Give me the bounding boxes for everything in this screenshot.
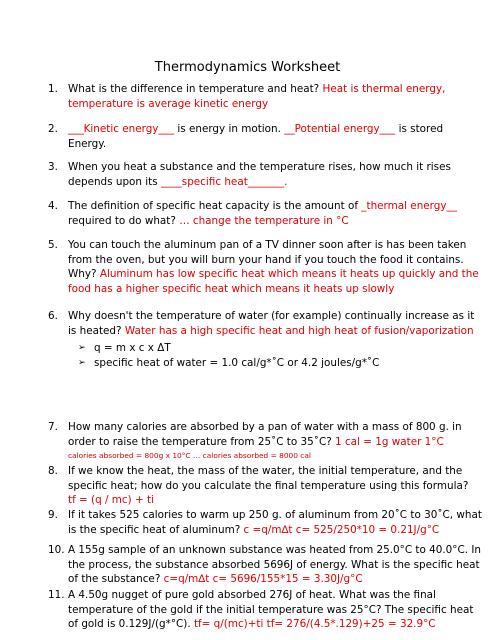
answer-blank: _thermal energy__	[361, 200, 457, 212]
answer-blank: ____specific heat_______.	[161, 175, 288, 188]
question-number: 8.	[48, 465, 58, 477]
question-number: 9.	[48, 509, 58, 521]
question-6	[48, 309, 483, 370]
answer-text: 1 cal = 1g water 1°C	[335, 435, 444, 448]
answer-work: calories absorbed = 800g x 10°C … calories absorbed = 8000 cal	[68, 451, 311, 461]
question-text-2: is stored Energy.	[68, 123, 444, 150]
arrow-bullet-icon: ➢	[78, 357, 86, 368]
question-number: 3.	[48, 161, 58, 173]
formula-text: q = m x c x ΔT	[94, 342, 171, 355]
question-number: 6.	[48, 310, 58, 322]
question-text: The definition of specific heat capacity is the amount of	[68, 200, 358, 212]
question-number: 10.	[48, 544, 65, 556]
page-title: Thermodynamics Worksheet	[154, 60, 341, 75]
question-text: A 155g sample of an unknown substance was heated from 25.0°C to 40.0°C. In the process, the substance absorbed 5696J of energy. What is the specific heat of the substance?	[68, 544, 481, 586]
answer-blank-1: ___Kinetic energy___	[68, 123, 175, 135]
question-8	[48, 464, 483, 508]
formula-item	[68, 341, 483, 356]
question-3	[48, 160, 483, 189]
question-9	[48, 508, 483, 537]
question-text-2: required to do what?	[68, 214, 176, 227]
question-2	[48, 122, 483, 151]
question-text: How many calories are absorbed by a pan of water with a mass of 800 g. in order to raise the temperature from 25˚C to 35˚C?	[68, 421, 462, 448]
question-number: 4.	[48, 200, 58, 212]
answer-text: c=q/m∆t c= 5696/155*15 = 3.30J/g°C	[163, 573, 363, 586]
question-text: What is the difference in temperature and heat?	[68, 83, 320, 95]
question-text: Why doesn't the temperature of water (for example) continually increase as it is heated?	[68, 310, 475, 337]
question-text: If it takes 525 calories to warm up 250 g. of aluminum from 20˚C to 30˚C, what is the specific heat of aluminum?	[68, 509, 482, 536]
answer-text: c =q/m∆t c= 525/250*10 = 0.21J/g°C	[243, 523, 440, 536]
question-number: 5.	[48, 239, 58, 251]
question-4	[48, 199, 483, 228]
question-text: A 4.50g nugget of pure gold absorbed 276J of heat. What was the final temperature of the gold if the initial temperature was 25°C? The specific heat of gold is 0.129J/(g*°C).	[68, 589, 474, 631]
question-text-1: is energy in motion.	[177, 123, 281, 135]
answer-text: tf = (q / mc) + ti	[68, 494, 154, 507]
question-text: You can touch the aluminum pan of a TV dinner soon after is has been taken from the oven, but you will burn your hand if you touch the food it contains. Why?	[68, 239, 467, 281]
formula-text: specific heat of water = 1.0 cal/g*˚C or 4.2 joules/g*˚C	[94, 356, 380, 369]
answer-text: Aluminum has low specific heat which means it heats up quickly and the food has a higher specific heat which means it heats up slowly	[68, 268, 479, 295]
question-text: If we know the heat, the mass of the water, the initial temperature, and the specific heat; how do you calculate the final temperature using this formula?	[68, 465, 469, 492]
answer-text: … change the temperature in °C	[179, 214, 349, 227]
question-number: 2.	[48, 123, 58, 135]
question-number: 11.	[48, 589, 65, 601]
question-5	[48, 238, 483, 296]
answer-blank-2: __Potential energy___	[284, 123, 396, 135]
question-11	[48, 588, 483, 632]
question-7	[48, 420, 483, 464]
question-number: 7.	[48, 421, 58, 433]
formula-item	[68, 356, 483, 371]
answer-text: Water has a high specific heat and high heat of fusion/vaporization	[124, 324, 474, 337]
formula-list	[68, 341, 483, 370]
question-1	[48, 82, 483, 111]
arrow-bullet-icon: ➢	[78, 343, 86, 354]
question-10	[48, 543, 483, 587]
answer-text: Heat is thermal energy, temperature is average kinetic energy	[68, 83, 446, 110]
answer-text: tf= q/(mc)+ti tf= 276/(4.5*.129)+25 = 32.9°C	[193, 618, 436, 631]
question-number: 1.	[48, 83, 58, 95]
question-text: When you heat a substance and the temperature rises, how much it rises depends upon its	[68, 161, 451, 188]
